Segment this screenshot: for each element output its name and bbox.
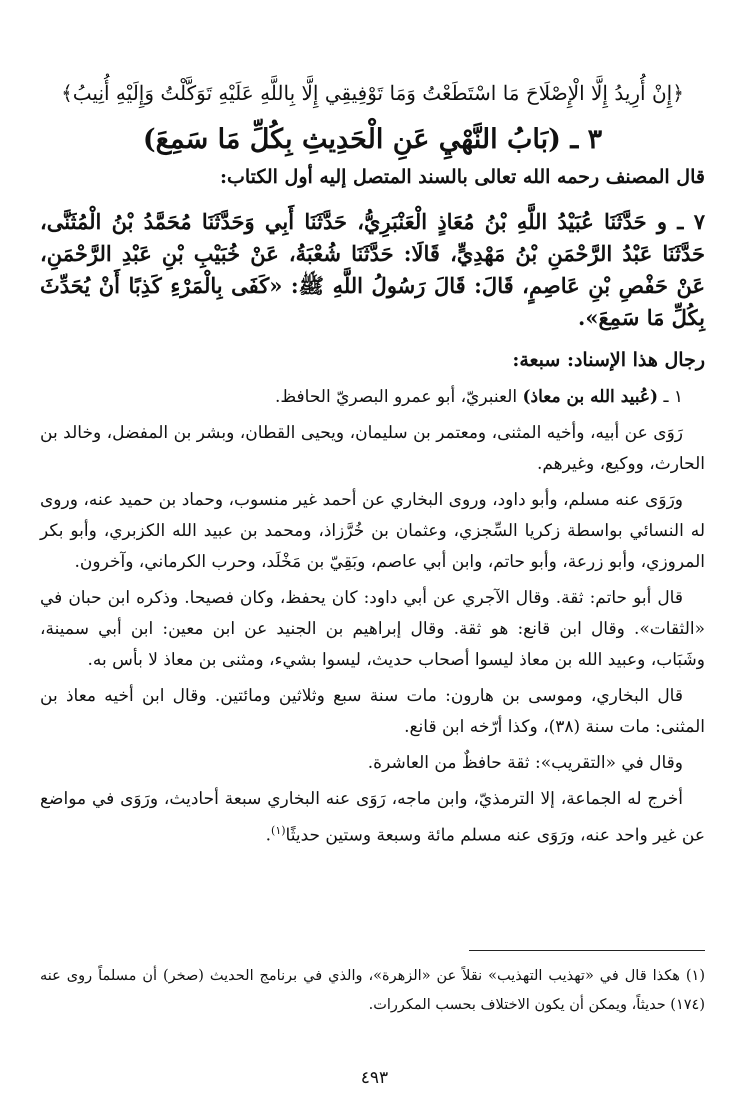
chapter-title: ٣ ـ (بَابُ النَّهْيِ عَنِ الْحَدِيثِ بِكُلِّ مَا سَمِعَ) [142,124,603,155]
page-number: ٤٩٣ [360,1068,389,1088]
footnote-divider [469,950,705,951]
paragraph-takhrij [40,784,705,852]
narrator-entry [40,382,705,413]
footnote-reference[interactable]: (١) [271,824,286,837]
author-intro: قال المصنف رحمه الله تعالى بالسند المتصل إليه أول الكتاب: [219,166,705,188]
hadith-text: ٧ ـ و حَدَّثَنَا عُبَيْدُ اللَّهِ بْنُ مُعَاذٍ الْعَنْبَرِيُّ، حَدَّثَنَا أَبِي وَحَدَّثَنَا مُحَمَّدُ بْنُ الْمُثَنَّى، حَدَّثَنَا عَبْدُ الرَّحْمَنِ بْنُ مَهْدِيٍّ، قَالَا: حَدَّثَنَا شُعْبَةُ، عَنْ خُبَيْبِ بْنِ عَبْدِ الرَّحْمَنِ، عَنْ حَفْصِ بْنِ عَاصِمٍ، قَالَ: قَالَ رَسُولُ اللَّهِ ﷺ: «كَفَى بِالْمَرْءِ كَذِبًا أَنْ يُحَدِّثَ بِكُلِّ مَا سَمِعَ». [40,209,705,330]
footnote: (١) هكذا قال في «تهذيب التهذيب» نقلاً عن «الزهرة»، والذي في برنامج الحديث (صخر) أن مسلماً روى عنه (١٧٤) حديثاً، ويمكن أن يكون الاختلاف بحسب المكررات. [40,968,705,1013]
narrator-description: العنبريّ، أبو عمرو البصريّ الحافظ. [274,387,523,407]
narrator-number: ١ ـ [658,387,683,407]
paragraph-end: . [265,825,272,846]
narrator-name: (عُبيد الله بن معاذ) [522,387,659,407]
quran-verse: ﴿إِنْ أُرِيدُ إِلَّا الْإِصْلَاحَ مَا اسْتَطَعْتُ وَمَا تَوْفِيقِي إِلَّا بِاللَّهِ عَلَيْهِ تَوَكَّلْتُ وَإِلَيْهِ أُنِيبُ﴾ [61,81,684,105]
section-heading: رجال هذا الإسناد: سبعة: [512,349,705,371]
takhrij-text: أخرج له الجماعة، إلا الترمذيّ، وابن ماجه، رَوَى عنه البخاري سبعة أحاديث، ورَوَى في مواضع عن غير واحد عنه، ورَوَى عنه مسلم مائة وسبعة وستين حديثًا [40,789,705,846]
paragraph-narrated-by: ورَوَى عنه مسلم، وأبو داود، وروى البخاري عن أحمد غير منسوب، وحماد بن حميد عنه، وروى له النسائي بواسطة زكريا السِّجزي، وعثمان بن خُرَّزاذ، ومحمد بن عبيد الله الكزبري، وأبو بكر المروزي، وأبو زرعة، وأبو حاتم، وابن أبي عاصم، وبَقِيّ بن مَخْلَد، وحرب الكرماني، وآخرون. [40,490,705,572]
paragraph-death-date: قال البخاري، وموسى بن هارون: مات سنة سبع وثلاثين ومائتين. وقال ابن أخيه معاذ بن المثنى: مات سنة (٣٨)، وكذا أرّخه ابن قانع. [40,686,705,737]
paragraph-taqrib: وقال في «التقريب»: ثقة حافظٌ من العاشرة. [367,753,683,773]
paragraph-narrated-from: رَوَى عن أبيه، وأخيه المثنى، ومعتمر بن سليمان، ويحيى القطان، وبشر بن المفضل، وخالد بن الحارث، ووكيع، وغيرهم. [40,423,705,474]
paragraph-scholar-opinions: قال أبو حاتم: ثقة. وقال الآجري عن أبي داود: كان يحفظ، وكان فصيحا. وذكره ابن حبان في «الثقات». وقال ابن قانع: هو ثقة. وقال إبراهيم بن الجنيد عن ابن معين: ابن أبي سمينة، وشَبَاب، وعبيد الله بن معاذ ليسوا أصحاب حديث، ليسوا بشيء، ومثنى بن معاذ لا بأس به. [40,588,705,670]
